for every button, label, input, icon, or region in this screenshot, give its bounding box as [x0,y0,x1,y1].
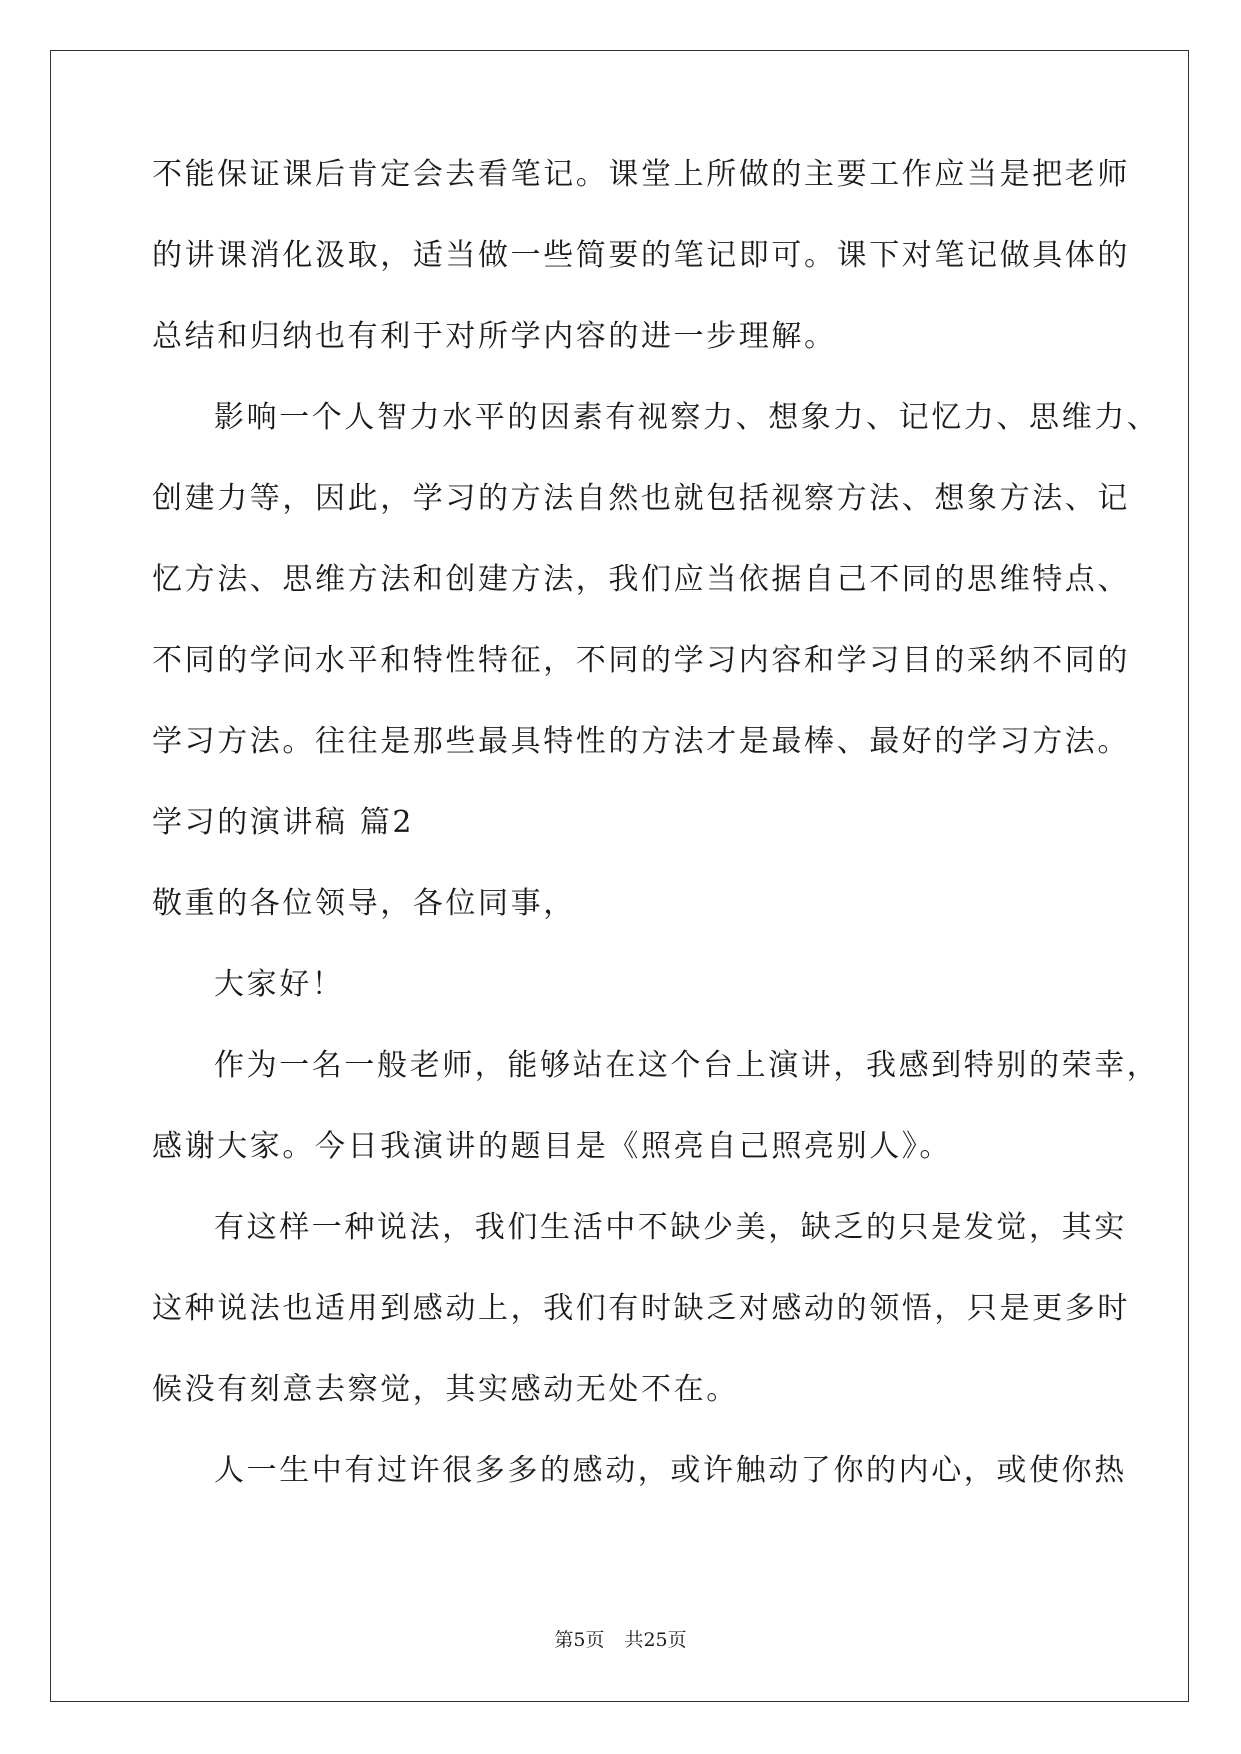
paragraph-line: 作为一名一般老师，能够站在这个台上演讲，我感到特别的荣幸， [214,1048,1160,1083]
document-body [152,157,1160,1537]
section-heading: 学习的演讲稿 篇2 [152,805,415,840]
salutation-line: 敬重的各位领导，各位同事， [152,886,576,921]
paragraph-line: 影响一个人智力水平的因素有视察力、想象力、记忆力、思维力、 [214,400,1160,435]
paragraph-line: 这种说法也适用到感动上，我们有时缺乏对感动的领悟，只是更多时 [152,1291,1130,1326]
page-number: 第5页 [554,1629,605,1651]
page-footer [0,1629,1241,1651]
paragraph-line: 候没有刻意去察觉，其实感动无处不在。 [152,1372,739,1407]
paragraph-line: 不同的学问水平和特性特征，不同的学习内容和学习目的采纳不同的 [152,643,1130,678]
greeting-line: 大家好！ [214,967,345,1002]
paragraph-line: 学习方法。往往是那些最具特性的方法才是最棒、最好的学习方法。 [152,724,1130,759]
page-total: 共25页 [624,1629,687,1651]
paragraph-line: 总结和归纳也有利于对所学内容的进一步理解。 [152,319,837,354]
paragraph-line: 人一生中有过许很多多的感动，或许触动了你的内心，或使你热 [214,1453,1127,1488]
paragraph-line: 的讲课消化汲取，适当做一些简要的笔记即可。课下对笔记做具体的 [152,238,1130,273]
paragraph-line: 忆方法、思维方法和创建方法，我们应当依据自己不同的思维特点、 [152,562,1130,597]
paragraph-line: 不能保证课后肯定会去看笔记。课堂上所做的主要工作应当是把老师 [152,157,1130,192]
paragraph-line: 创建力等，因此，学习的方法自然也就包括视察方法、想象方法、记 [152,481,1130,516]
paragraph-line: 有这样一种说法，我们生活中不缺少美，缺乏的只是发觉，其实 [214,1210,1127,1245]
paragraph-line: 感谢大家。今日我演讲的题目是《照亮自己照亮别人》。 [152,1129,952,1164]
